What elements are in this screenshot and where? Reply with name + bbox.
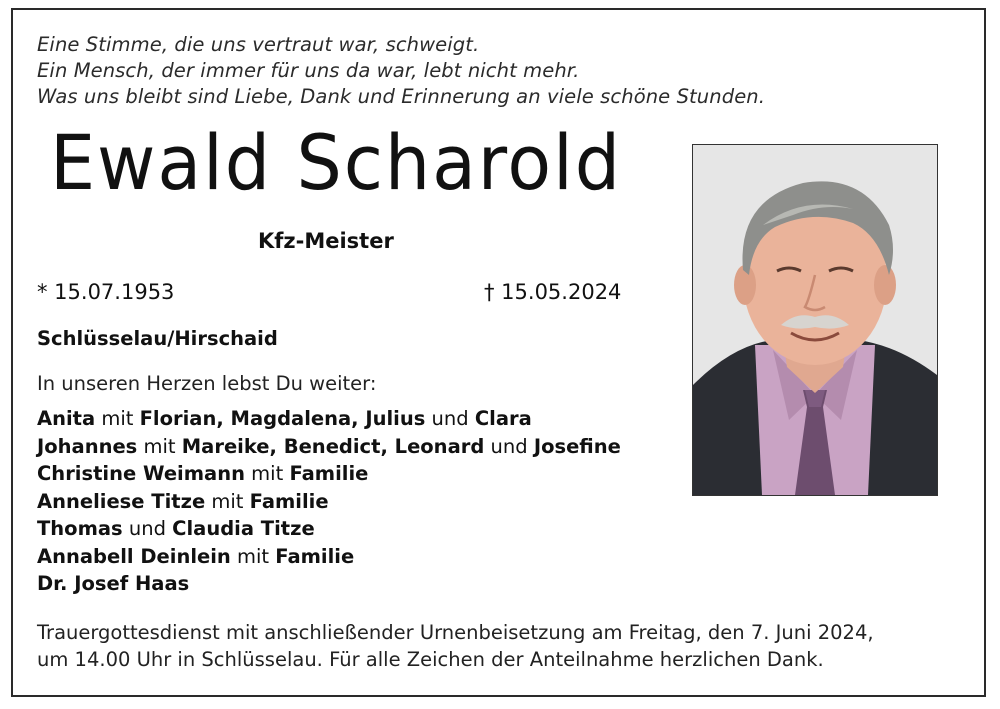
mourner-name: Familie <box>275 544 355 568</box>
death-date: † 15.05.2024 <box>484 280 622 304</box>
residence-place: Schlüsselau/Hirschaid <box>37 327 278 350</box>
service-line-2: um 14.00 Uhr in Schlüsselau. Für alle Zeichen der Anteilnahme herzlichen Dank. <box>37 647 824 671</box>
mourner-line <box>37 433 621 461</box>
mourner-name: Josefine <box>533 434 621 458</box>
mourner-connector: mit <box>230 544 276 568</box>
deceased-profession: Kfz-Meister <box>258 229 394 253</box>
mourner-name: Anita <box>37 407 96 430</box>
portrait-illustration <box>693 145 937 495</box>
mourner-connector: mit <box>137 434 182 458</box>
mourner-line <box>37 460 621 488</box>
mourner-name: Clara <box>474 407 532 430</box>
quote-line-2: Ein Mensch, der immer für uns da war, lebt nicht mehr. <box>37 59 580 82</box>
portrait-photo <box>692 144 938 496</box>
mourner-name: Anneliese Titze <box>37 489 206 513</box>
mourners-intro: In unseren Herzen lebst Du weiter: <box>37 372 377 395</box>
quote-line-3: Was uns bleibt sind Liebe, Dank und Erinnerung an viele schöne Stunden. <box>37 85 766 108</box>
mourner-name: Florian, Magdalena, Julius <box>139 407 426 430</box>
mourner-name: Claudia Titze <box>172 517 315 540</box>
deceased-name: Ewald Scharold <box>50 118 622 207</box>
mourner-line <box>37 570 621 598</box>
mourner-line <box>37 515 621 543</box>
service-line-1: Trauergottesdienst mit anschließender Urnenbeisetzung am Freitag, den 7. Juni 2024, <box>37 621 874 644</box>
mourner-name: Thomas <box>37 517 123 540</box>
mourner-name: Christine Weimann <box>37 462 245 485</box>
birth-date: * 15.07.1953 <box>37 280 175 304</box>
mourner-connector: mit <box>244 462 290 485</box>
mourner-line <box>37 488 621 516</box>
mourner-connector: und <box>484 434 534 458</box>
mourner-name: Familie <box>289 462 369 485</box>
mourner-name: Johannes <box>37 434 138 458</box>
mourners-list <box>37 405 621 598</box>
memorial-quote <box>37 32 765 110</box>
mourner-line <box>37 405 621 433</box>
service-info <box>37 620 874 673</box>
mourner-connector: mit <box>205 489 250 513</box>
mourner-connector: mit <box>95 407 140 430</box>
mourner-line <box>37 543 621 571</box>
mourner-name: Annabell Deinlein <box>37 544 231 568</box>
mourner-name: Dr. Josef Haas <box>37 572 190 595</box>
mourner-connector: und <box>425 407 475 430</box>
mourner-name: Familie <box>249 489 329 513</box>
quote-line-1: Eine Stimme, die uns vertraut war, schweigt. <box>37 33 480 56</box>
mourner-name: Mareike, Benedict, Leonard <box>181 434 485 458</box>
mourner-connector: und <box>122 517 173 540</box>
